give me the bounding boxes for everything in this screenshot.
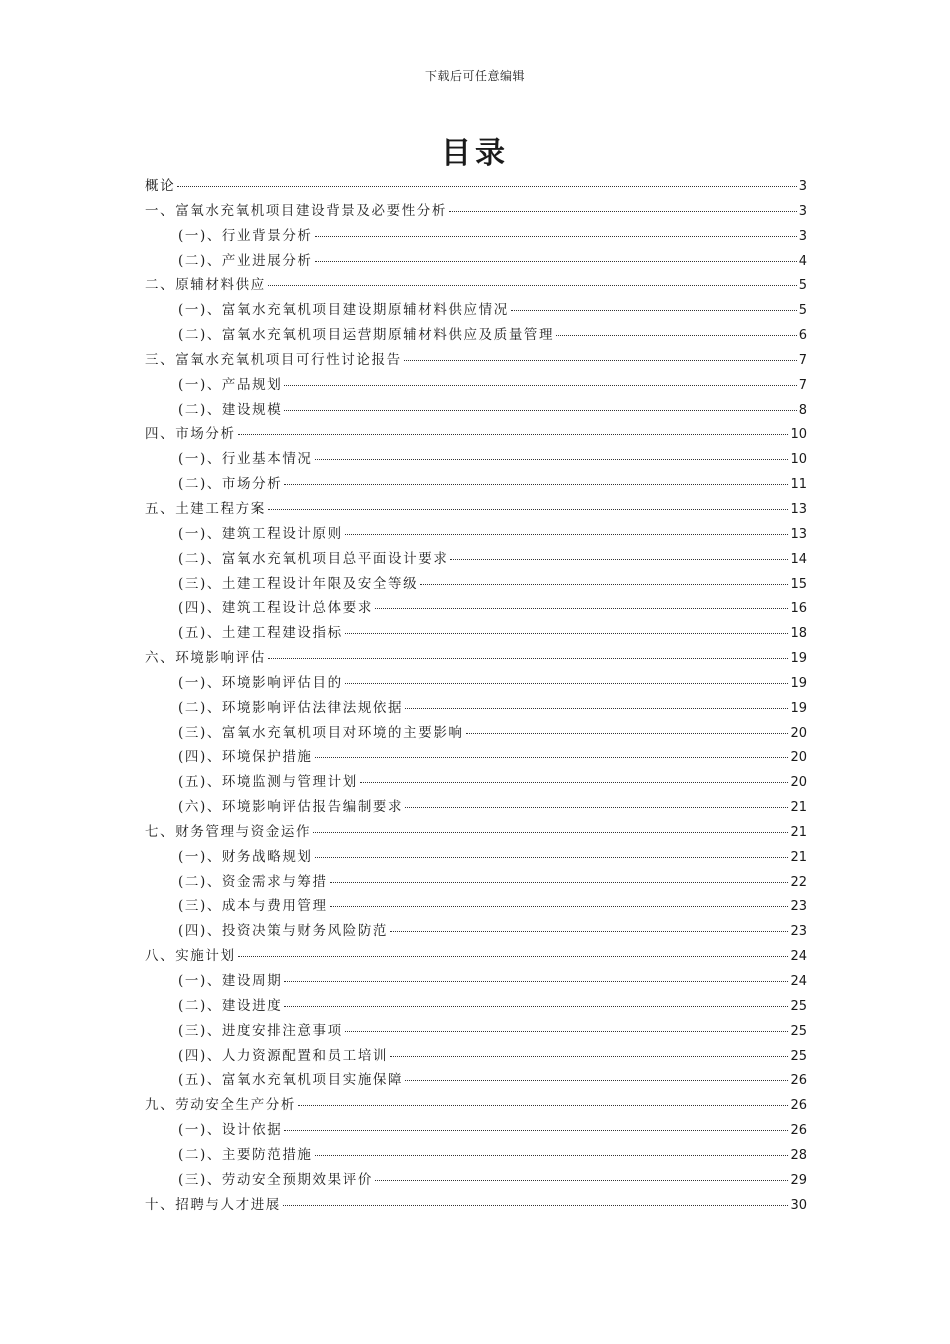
toc-dot-leader bbox=[315, 857, 789, 858]
toc-entry-label: (一)、设计依据 bbox=[178, 1122, 283, 1139]
toc-entry-page-number: 28 bbox=[790, 1147, 807, 1163]
toc-entry-page-number: 10 bbox=[790, 427, 807, 443]
toc-dot-leader bbox=[315, 1155, 789, 1156]
toc-dot-leader bbox=[420, 584, 788, 585]
toc-entry-label: (三)、成本与费用管理 bbox=[178, 898, 328, 915]
toc-entry-label: 三、富氧水充氧机项目可行性讨论报告 bbox=[145, 351, 402, 368]
toc-dot-leader bbox=[375, 608, 789, 609]
toc-entry[interactable] bbox=[145, 1093, 807, 1118]
toc-dot-leader bbox=[511, 310, 797, 311]
toc-entry-label: (六)、环境影响评估报告编制要求 bbox=[178, 799, 404, 816]
toc-entry-page-number: 21 bbox=[790, 824, 807, 840]
toc-entry-page-number: 14 bbox=[790, 551, 807, 567]
toc-entry-label: (二)、环境影响评估法律法规依据 bbox=[178, 699, 404, 716]
toc-entry-label: (二)、富氧水充氧机项目总平面设计要求 bbox=[178, 550, 449, 567]
toc-entry-page-number: 24 bbox=[790, 974, 807, 989]
toc-entry[interactable] bbox=[145, 696, 807, 721]
toc-dot-leader bbox=[268, 509, 789, 510]
toc-dot-leader bbox=[284, 1006, 788, 1007]
toc-entry-label: 十、招聘与人才进展 bbox=[145, 1196, 281, 1213]
toc-dot-leader bbox=[298, 1105, 788, 1106]
toc-entry-label: (一)、建设周期 bbox=[178, 973, 283, 989]
toc-entry-label: 七、财务管理与资金运作 bbox=[145, 823, 312, 840]
toc-entry-label: 四、市场分析 bbox=[145, 426, 236, 443]
toc-dot-leader bbox=[315, 236, 797, 237]
toc-dot-leader bbox=[466, 733, 789, 734]
toc-entry-label: 概论 bbox=[145, 178, 176, 194]
toc-entry[interactable] bbox=[145, 422, 807, 447]
toc-dot-leader bbox=[375, 1180, 789, 1181]
toc-entry[interactable] bbox=[145, 1168, 807, 1193]
toc-entry-label: (三)、进度安排注意事项 bbox=[178, 1022, 343, 1039]
toc-entry[interactable] bbox=[145, 1019, 807, 1044]
toc-entry-page-number: 5 bbox=[798, 303, 807, 319]
toc-dot-leader bbox=[450, 559, 788, 560]
toc-entry[interactable] bbox=[145, 1044, 807, 1069]
toc-entry-page-number: 4 bbox=[798, 253, 807, 269]
toc-entry-label: (一)、行业背景分析 bbox=[178, 227, 313, 244]
toc-entry-page-number: 26 bbox=[790, 1098, 807, 1114]
toc-dot-leader bbox=[390, 931, 788, 932]
toc-entry[interactable] bbox=[145, 522, 807, 547]
toc-entry[interactable] bbox=[145, 994, 807, 1019]
toc-entry-label: (二)、建设规模 bbox=[178, 401, 283, 418]
table-of-contents bbox=[145, 174, 807, 1217]
toc-entry-label: (一)、建筑工程设计原则 bbox=[178, 525, 343, 542]
toc-entry[interactable] bbox=[145, 770, 807, 795]
toc-entry[interactable] bbox=[145, 795, 807, 820]
toc-entry-label: (二)、资金需求与筹措 bbox=[178, 873, 328, 890]
toc-entry[interactable] bbox=[145, 919, 807, 944]
toc-entry-label: (二)、富氧水充氧机项目运营期原辅材料供应及质量管理 bbox=[178, 327, 555, 344]
toc-dot-leader bbox=[449, 211, 797, 212]
toc-entry[interactable] bbox=[145, 845, 807, 870]
toc-entry-page-number: 19 bbox=[790, 651, 807, 667]
toc-entry-label: (五)、土建工程建设指标 bbox=[178, 625, 343, 642]
toc-entry-label: (五)、环境监测与管理计划 bbox=[178, 774, 358, 791]
toc-entry-page-number: 26 bbox=[790, 1123, 807, 1139]
toc-entry-label: 五、土建工程方案 bbox=[145, 500, 266, 517]
toc-entry-label: (一)、富氧水充氧机项目建设期原辅材料供应情况 bbox=[178, 302, 509, 319]
toc-entry[interactable] bbox=[145, 497, 807, 522]
toc-entry-page-number: 21 bbox=[790, 849, 807, 865]
toc-entry-page-number: 7 bbox=[798, 377, 807, 393]
toc-entry-label: (二)、市场分析 bbox=[178, 476, 283, 493]
toc-entry[interactable] bbox=[145, 447, 807, 472]
toc-entry[interactable] bbox=[145, 621, 807, 646]
page-header: 下载后可任意编辑 bbox=[424, 69, 525, 83]
toc-entry-page-number: 30 bbox=[790, 1197, 807, 1213]
toc-entry-page-number: 21 bbox=[790, 800, 807, 816]
toc-entry[interactable] bbox=[145, 671, 807, 696]
toc-dot-leader bbox=[315, 757, 789, 758]
toc-dot-leader bbox=[405, 1080, 788, 1081]
toc-entry[interactable] bbox=[145, 721, 807, 746]
toc-entry-page-number: 8 bbox=[798, 402, 807, 418]
toc-entry[interactable] bbox=[145, 298, 807, 323]
toc-entry-label: 六、环境影响评估 bbox=[145, 650, 266, 667]
toc-dot-leader bbox=[345, 534, 789, 535]
toc-entry-label: (一)、环境影响评估目的 bbox=[178, 674, 343, 691]
toc-entry-page-number: 25 bbox=[790, 1048, 807, 1064]
toc-entry[interactable] bbox=[145, 174, 807, 199]
toc-entry[interactable] bbox=[145, 870, 807, 895]
toc-entry[interactable] bbox=[145, 199, 807, 224]
toc-entry-label: (四)、建筑工程设计总体要求 bbox=[178, 600, 373, 617]
toc-dot-leader bbox=[284, 410, 796, 411]
toc-dot-leader bbox=[238, 956, 789, 957]
toc-entry-label: (二)、建设进度 bbox=[178, 997, 283, 1014]
toc-entry[interactable] bbox=[145, 1118, 807, 1143]
toc-entry-label: 二、原辅材料供应 bbox=[145, 277, 266, 294]
toc-entry-page-number: 3 bbox=[798, 228, 807, 244]
toc-dot-leader bbox=[284, 1130, 788, 1131]
toc-entry[interactable] bbox=[145, 646, 807, 671]
toc-entry-page-number: 19 bbox=[790, 700, 807, 716]
toc-entry[interactable] bbox=[145, 1068, 807, 1093]
toc-entry-page-number: 10 bbox=[790, 452, 807, 468]
toc-entry-label: (一)、行业基本情况 bbox=[178, 451, 313, 468]
toc-entry-page-number: 3 bbox=[798, 203, 807, 219]
toc-dot-leader bbox=[405, 708, 788, 709]
toc-entry-page-number: 15 bbox=[790, 576, 807, 592]
toc-dot-leader bbox=[405, 807, 788, 808]
toc-dot-leader bbox=[315, 459, 789, 460]
toc-entry-page-number: 3 bbox=[798, 179, 807, 194]
toc-entry[interactable] bbox=[145, 273, 807, 298]
toc-dot-leader bbox=[177, 186, 797, 187]
toc-entry-page-number: 24 bbox=[790, 949, 807, 965]
toc-entry-label: (四)、环境保护措施 bbox=[178, 749, 313, 766]
toc-entry-page-number: 26 bbox=[790, 1073, 807, 1089]
toc-entry-label: (一)、财务战略规划 bbox=[178, 848, 313, 865]
toc-dot-leader bbox=[345, 683, 789, 684]
toc-dot-leader bbox=[284, 981, 788, 982]
toc-entry[interactable] bbox=[145, 1193, 807, 1218]
toc-entry-label: (四)、人力资源配置和员工培训 bbox=[178, 1047, 389, 1064]
toc-entry[interactable] bbox=[145, 944, 807, 969]
toc-entry-page-number: 6 bbox=[798, 328, 807, 344]
toc-entry-page-number: 20 bbox=[790, 725, 807, 741]
toc-entry-label: (四)、投资决策与财务风险防范 bbox=[178, 923, 389, 940]
toc-dot-leader bbox=[284, 484, 788, 485]
toc-entry[interactable] bbox=[145, 224, 807, 249]
toc-entry[interactable] bbox=[145, 745, 807, 770]
toc-entry[interactable] bbox=[145, 249, 807, 274]
toc-dot-leader bbox=[345, 1031, 789, 1032]
toc-dot-leader bbox=[268, 658, 789, 659]
toc-entry-label: (三)、劳动安全预期效果评价 bbox=[178, 1171, 373, 1188]
toc-entry-page-number: 20 bbox=[790, 775, 807, 791]
toc-entry-page-number: 22 bbox=[790, 874, 807, 890]
toc-dot-leader bbox=[268, 285, 797, 286]
toc-entry-label: (三)、富氧水充氧机项目对环境的主要影响 bbox=[178, 724, 464, 741]
toc-entry-page-number: 5 bbox=[798, 278, 807, 294]
toc-entry-label: (一)、产品规划 bbox=[178, 376, 283, 393]
toc-entry[interactable] bbox=[145, 348, 807, 373]
toc-entry-label: (三)、土建工程设计年限及安全等级 bbox=[178, 575, 419, 592]
toc-dot-leader bbox=[284, 385, 796, 386]
toc-dot-leader bbox=[556, 335, 797, 336]
toc-entry-label: 一、富氧水充氧机项目建设背景及必要性分析 bbox=[145, 202, 447, 219]
toc-dot-leader bbox=[313, 832, 788, 833]
toc-dot-leader bbox=[283, 1205, 789, 1206]
toc-entry-page-number: 25 bbox=[790, 998, 807, 1014]
toc-entry-label: 八、实施计划 bbox=[145, 948, 236, 965]
toc-entry[interactable] bbox=[145, 373, 807, 398]
toc-entry[interactable] bbox=[145, 323, 807, 348]
toc-entry-page-number: 16 bbox=[790, 601, 807, 617]
toc-entry[interactable] bbox=[145, 472, 807, 497]
toc-dot-leader bbox=[238, 434, 789, 435]
toc-entry[interactable] bbox=[145, 398, 807, 423]
toc-entry-page-number: 11 bbox=[790, 477, 807, 493]
toc-entry-page-number: 25 bbox=[790, 1023, 807, 1039]
page-title: 目录 bbox=[441, 136, 509, 171]
toc-entry-page-number: 23 bbox=[790, 899, 807, 915]
toc-dot-leader bbox=[345, 633, 789, 634]
toc-entry-label: (二)、产业进展分析 bbox=[178, 252, 313, 269]
toc-entry[interactable] bbox=[145, 596, 807, 621]
toc-entry-page-number: 29 bbox=[790, 1172, 807, 1188]
toc-entry-page-number: 18 bbox=[790, 626, 807, 642]
toc-entry[interactable] bbox=[145, 1143, 807, 1168]
toc-entry[interactable] bbox=[145, 894, 807, 919]
toc-entry[interactable] bbox=[145, 820, 807, 845]
toc-dot-leader bbox=[330, 882, 789, 883]
toc-entry-page-number: 23 bbox=[790, 924, 807, 940]
toc-entry[interactable] bbox=[145, 969, 807, 994]
toc-entry-page-number: 13 bbox=[790, 526, 807, 542]
toc-entry-label: (二)、主要防范措施 bbox=[178, 1146, 313, 1163]
toc-entry-label: (五)、富氧水充氧机项目实施保障 bbox=[178, 1072, 404, 1089]
toc-dot-leader bbox=[315, 261, 797, 262]
toc-dot-leader bbox=[390, 1056, 788, 1057]
toc-entry[interactable] bbox=[145, 572, 807, 597]
toc-dot-leader bbox=[360, 782, 789, 783]
toc-entry-page-number: 20 bbox=[790, 750, 807, 766]
toc-entry[interactable] bbox=[145, 547, 807, 572]
toc-entry-page-number: 19 bbox=[790, 675, 807, 691]
toc-dot-leader bbox=[330, 906, 789, 907]
toc-entry-page-number: 7 bbox=[798, 352, 807, 368]
toc-dot-leader bbox=[404, 360, 797, 361]
toc-entry-label: 九、劳动安全生产分析 bbox=[145, 1097, 296, 1114]
toc-entry-page-number: 13 bbox=[790, 501, 807, 517]
